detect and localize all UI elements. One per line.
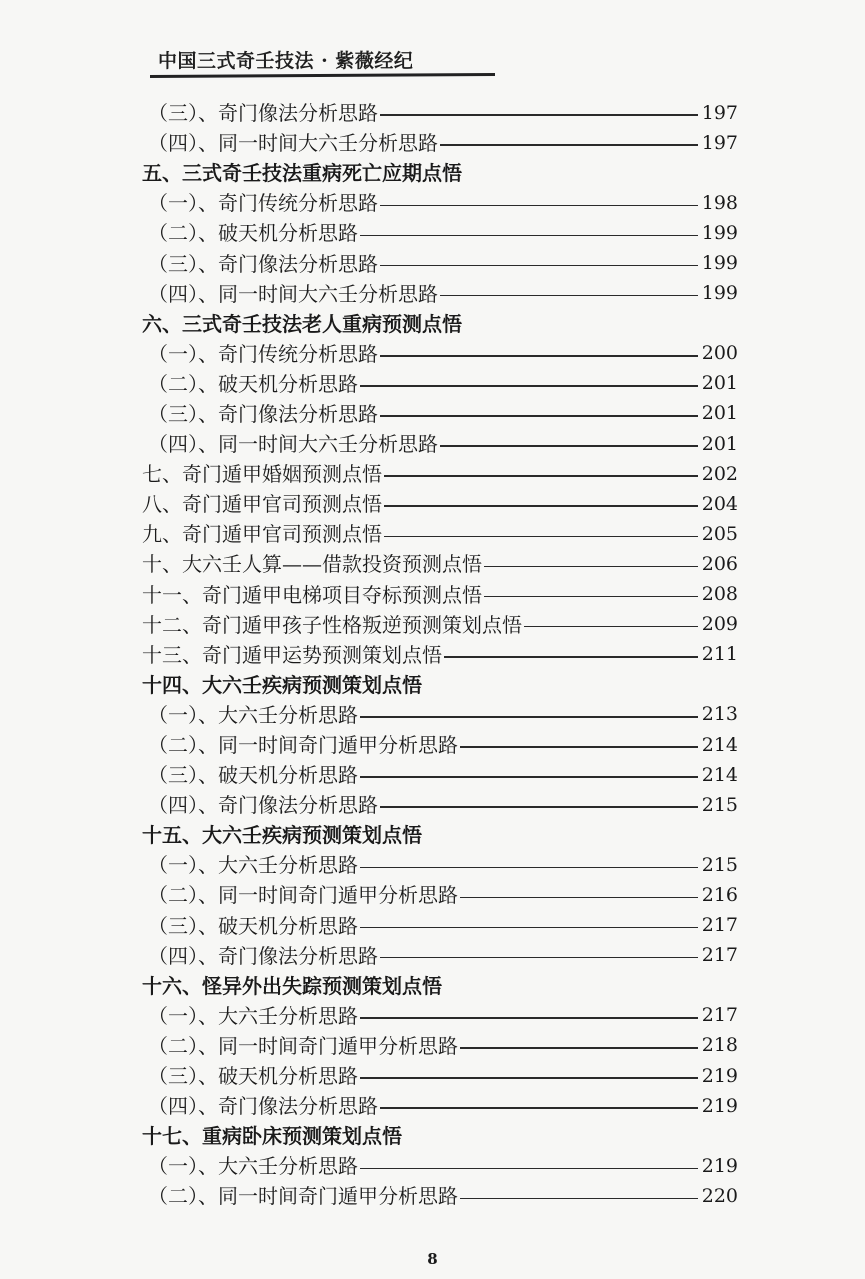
toc-entry-label: 八、奇门遁甲官司预测点悟 [142,492,382,517]
toc-entry-label: （四）、奇门像法分析思路 [148,793,378,818]
toc-leader-line [360,867,698,869]
toc-leader-line [380,205,698,207]
toc-entry-label: （一）、奇门传统分析思路 [148,191,378,216]
toc-entry-label: （四）、奇门像法分析思路 [148,943,378,968]
header-rule [150,73,495,78]
toc-section-heading [142,820,738,850]
toc-entry-page: 202 [701,462,738,485]
toc-leader-line [440,295,698,297]
toc-entry-label: （三）、奇门像法分析思路 [148,401,378,426]
toc-section-heading [142,1121,738,1151]
toc-entry [142,790,738,820]
toc-entry-page: 201 [701,432,738,455]
toc-leader-line [360,776,698,778]
toc-entry [142,339,738,369]
toc-entry-label: 十、大六壬人算——借款投资预测点悟 [142,552,482,577]
toc-leader-line [360,1168,698,1170]
toc-leader-line [384,475,698,477]
toc-entry-page: 199 [701,282,738,305]
toc-entry [142,760,738,790]
toc-entry-label: （三）、奇门像法分析思路 [148,251,378,276]
toc-leader-line [460,1047,698,1049]
toc-entry-page: 211 [701,643,738,666]
toc-entry-page: 218 [701,1034,738,1057]
toc-entry-label: 十四、大六壬疾病预测策划点悟 [142,672,422,697]
toc-leader-line [360,1077,698,1079]
toc-leader-line [524,626,698,628]
toc-entry [142,279,738,309]
toc-entry-label: （四）、同一时间大六壬分析思路 [148,432,438,457]
toc-entry-label: （三）、破天机分析思路 [148,1064,358,1089]
toc-entry [142,399,738,429]
toc-entry-page: 217 [701,914,738,937]
toc-entry-label: 十一、奇门遁甲电梯项目夺标预测点悟 [142,582,482,607]
toc-leader-line [360,385,698,387]
toc-leader-line [380,415,698,417]
toc-leader-line [360,716,698,718]
toc-entry [142,1181,738,1211]
toc-entry-label: （四）、同一时间大六壬分析思路 [148,131,438,156]
toc-entry-page: 199 [701,221,738,244]
toc-leader-line [360,1017,698,1019]
toc-leader-line [484,596,698,598]
toc-entry [142,1061,738,1091]
toc-leader-line [440,445,698,447]
toc-entry-page: 216 [701,883,738,906]
toc-leader-line [380,806,698,808]
toc-entry-label: 十二、奇门遁甲孩子性格叛逆预测策划点悟 [142,612,522,637]
toc-entry-page: 217 [701,1004,738,1027]
toc-entry [142,98,738,128]
toc-entry-page: 219 [701,1064,738,1087]
toc-entry [142,700,738,730]
toc-entry-label: （四）、奇门像法分析思路 [148,1094,378,1119]
toc-entry-label: （二）、同一时间奇门遁甲分析思路 [148,883,458,908]
toc-entry-label: 十三、奇门遁甲运势预测策划点悟 [142,642,442,667]
toc-leader-line [440,144,698,146]
toc-section-heading [142,971,738,1001]
toc-entry-page: 215 [701,853,738,876]
toc-entry-page: 204 [701,492,738,515]
toc-leader-line [380,957,698,959]
toc-entry-page: 213 [701,703,738,726]
toc-entry-label: （一）、大六壬分析思路 [148,853,358,878]
toc-entry-label: （二）、破天机分析思路 [148,371,358,396]
toc-entry-page: 214 [701,763,738,786]
toc-entry [142,880,738,910]
toc-leader-line [460,746,698,748]
toc-entry-page: 201 [701,402,738,425]
toc-section-heading [142,309,738,339]
toc-leader-line [484,566,698,568]
toc-leader-line [380,114,698,116]
toc-entry-page: 201 [701,372,738,395]
toc-entry [142,429,738,459]
toc-entry-page: 217 [701,944,738,967]
toc-entry-label: （二）、同一时间奇门遁甲分析思路 [148,1033,458,1058]
toc-entry-page: 208 [701,583,738,606]
toc-leader-line [360,235,698,237]
toc-entry-page: 199 [701,252,738,275]
toc-entry [142,640,738,670]
toc-entry-label: （二）、同一时间奇门遁甲分析思路 [148,733,458,758]
toc-entry [142,188,738,218]
toc-entry [142,1031,738,1061]
toc-entry [142,519,738,549]
toc-entry-page: 206 [701,552,738,575]
toc-entry [142,248,738,278]
toc-entry-label: （二）、破天机分析思路 [148,221,358,246]
toc-entry-page: 214 [701,733,738,756]
toc-entry [142,580,738,610]
toc-entry [142,941,738,971]
toc-entry [142,459,738,489]
toc-entry [142,911,738,941]
toc-entry-label: 十六、怪异外出失踪预测策划点悟 [142,973,442,998]
toc-entry [142,1091,738,1121]
toc-entry [142,128,738,158]
toc-entry-label: （一）、奇门传统分析思路 [148,341,378,366]
toc-entry-label: 十七、重病卧床预测策划点悟 [142,1124,402,1149]
toc-leader-line [380,265,698,267]
toc-section-heading [142,158,738,188]
toc-leader-line [384,505,698,507]
toc-entry-label: （三）、破天机分析思路 [148,763,358,788]
toc-leader-line [460,1198,698,1200]
toc-entry-label: （一）、大六壬分析思路 [148,702,358,727]
running-header [150,44,850,78]
toc-entry-page: 215 [701,793,738,816]
toc-entry-label: 七、奇门遁甲婚姻预测点悟 [142,462,382,487]
toc-entry-label: （一）、大六壬分析思路 [148,1154,358,1179]
toc-leader-line [460,897,698,899]
toc-entry-label: （四）、同一时间大六壬分析思路 [148,281,438,306]
toc-entry-label: （三）、奇门像法分析思路 [148,101,378,126]
toc-entry-page: 198 [701,191,738,214]
toc-entry-label: （二）、同一时间奇门遁甲分析思路 [148,1184,458,1209]
running-header-title: 中国三式奇壬技法 · 紫薇经纪 [158,50,414,72]
toc-entry [142,549,738,579]
toc-entry-label: （一）、大六壬分析思路 [148,1003,358,1028]
toc-entry-label: （三）、破天机分析思路 [148,913,358,938]
toc-entry-page: 197 [701,101,738,124]
toc-entry-page: 219 [701,1154,738,1177]
table-of-contents [142,98,738,1211]
toc-section-heading [142,670,738,700]
toc-entry [142,850,738,880]
toc-leader-line [360,927,698,929]
toc-entry-label: 五、三式奇壬技法重病死亡应期点悟 [142,161,462,186]
toc-entry-page: 200 [701,342,738,365]
toc-entry-page: 209 [701,613,738,636]
page-number: 8 [427,1250,438,1268]
toc-entry [142,369,738,399]
toc-entry [142,1001,738,1031]
toc-entry [142,610,738,640]
toc-leader-line [380,355,698,357]
toc-leader-line [380,1107,698,1109]
toc-entry-label: 十五、大六壬疾病预测策划点悟 [142,823,422,848]
toc-entry-page: 219 [701,1094,738,1117]
toc-entry [142,218,738,248]
toc-entry-label: 六、三式奇壬技法老人重病预测点悟 [142,311,462,336]
toc-entry-label: 九、奇门遁甲官司预测点悟 [142,522,382,547]
toc-entry-page: 220 [701,1184,738,1207]
toc-entry-page: 197 [701,131,738,154]
toc-leader-line [384,536,698,538]
toc-entry [142,489,738,519]
toc-leader-line [444,656,698,658]
toc-entry [142,730,738,760]
toc-entry-page: 205 [701,522,738,545]
toc-entry [142,1151,738,1181]
